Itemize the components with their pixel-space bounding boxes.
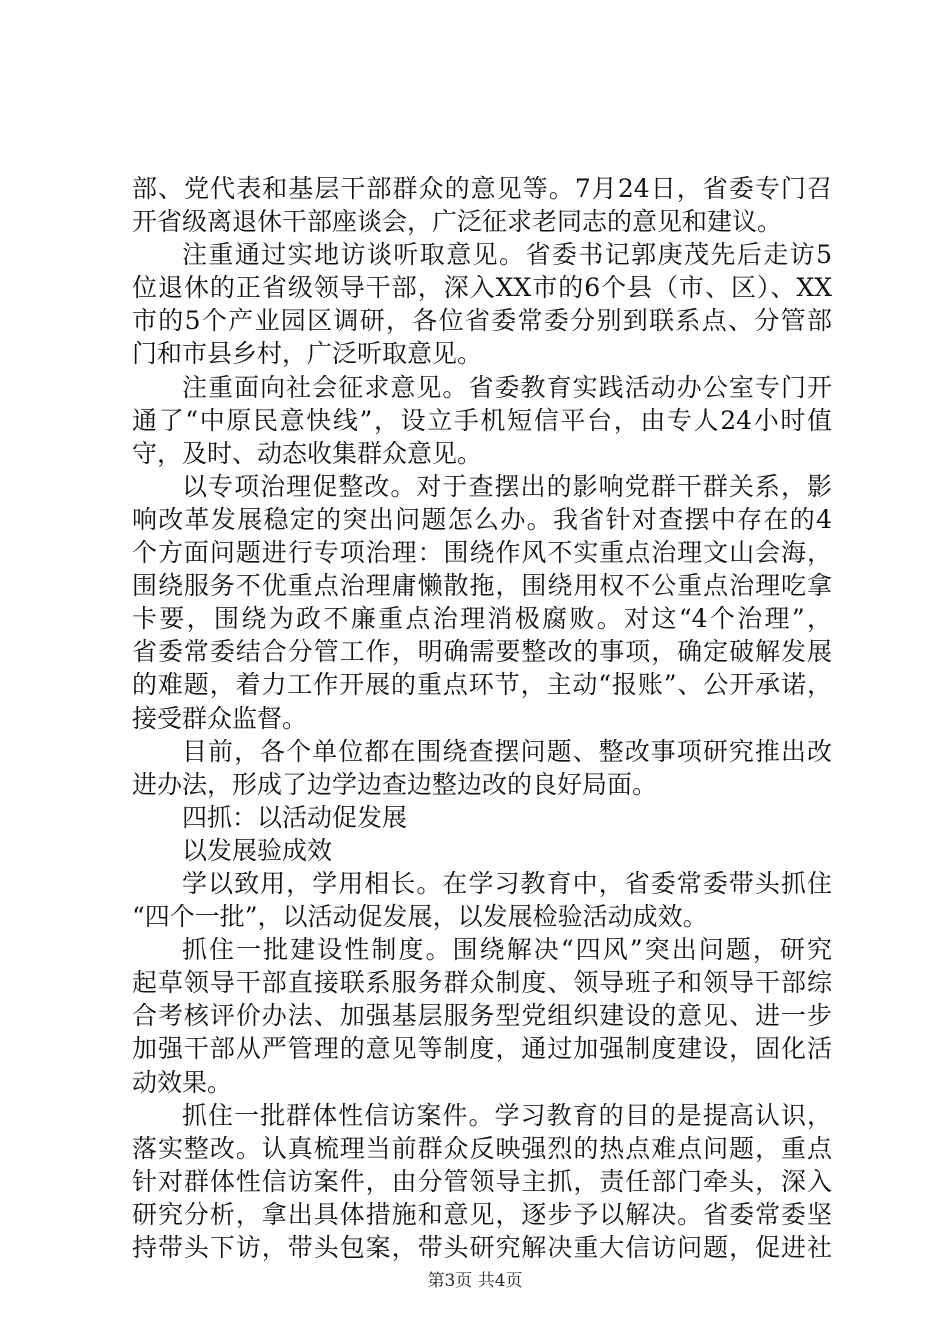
text-line: 落实整改。认真梳理当前群众反映强烈的热点难点问题，重点 <box>132 1133 832 1163</box>
text-line: 市的5个产业园区调研，各位省委常委分别到联系点、分管部 <box>132 306 832 336</box>
text-line: 接受群众监督。 <box>132 703 308 733</box>
text-line: 合考核评价办法、加强基层服务型党组织建设的意见、进一步 <box>132 1001 832 1031</box>
text-line: “四个一批”，以活动促发展，以发展检验活动成效。 <box>132 902 708 932</box>
text-line: 守，及时、动态收集群众意见。 <box>132 438 483 468</box>
paragraph-start-line: 以专项治理促整改。对于查摆出的影响党群干群关系，影 <box>182 471 832 501</box>
text-line: 围绕服务不优重点治理庸懒散拖，围绕用权不公重点治理吃拿 <box>132 571 832 601</box>
paragraph-start-line: 注重通过实地访谈听取意见。省委书记郭庚茂先后走访5 <box>182 240 832 270</box>
text-line: 动效果。 <box>132 1067 233 1097</box>
text-line: 针对群体性信访案件，由分管领导主抓，责任部门牵头，深入 <box>132 1166 832 1196</box>
paragraph-start-line: 目前，各个单位都在围绕查摆问题、整改事项研究推出改 <box>182 736 832 766</box>
paragraph-start-line: 学以致用，学用相长。在学习教育中，省委常委带头抓住 <box>182 868 832 898</box>
text-line: 部、党代表和基层干部群众的意见等。7月24日，省委专门召 <box>132 174 832 203</box>
text-line: 进办法，形成了边学边查边整边改的良好局面。 <box>132 769 658 799</box>
text-line: 通了“中原民意快线”，设立手机短信平台，由专人24小时值 <box>132 405 832 435</box>
text-line: 位退休的正省级领导干部，深入XX市的6个县（市、区）、XX <box>132 273 832 303</box>
text-line: 加强干部从严管理的意见等制度，通过加强制度建设，固化活 <box>132 1034 832 1064</box>
text-line: 响改革发展稳定的突出问题怎么办。我省针对查摆中存在的4 <box>132 504 832 534</box>
text-line: 省委常委结合分管工作，明确需要整改的事项，确定破解发展 <box>132 637 832 667</box>
section-heading: 四抓：以活动促发展 <box>182 802 408 832</box>
text-line: 卡要，围绕为政不廉重点治理消极腐败。对这“4个治理”， <box>132 604 832 634</box>
text-line: 开省级离退休干部座谈会，广泛征求老同志的意见和建议。 <box>132 207 783 237</box>
text-line: 个方面问题进行专项治理：围绕作风不实重点治理文山会海， <box>132 538 832 568</box>
text-line: 持带头下访，带头包案，带头研究解决重大信访问题，促进社 <box>132 1233 832 1262</box>
text-line: 的难题，着力工作开展的重点环节，主动“报账”、公开承诺， <box>132 670 832 700</box>
body-text <box>132 172 832 1264</box>
section-subheading: 以发展验成效 <box>182 835 333 865</box>
paragraph-start-line: 注重面向社会征求意见。省委教育实践活动办公室专门开 <box>182 372 832 402</box>
text-line: 起草领导干部直接联系服务群众制度、领导班子和领导干部综 <box>132 968 832 998</box>
text-line: 研究分析，拿出具体措施和意见，逐步予以解决。省委常委坚 <box>132 1199 832 1229</box>
page-number-footer: 第3页 共4页 <box>427 1271 523 1291</box>
paragraph-start-line: 抓住一批建设性制度。围绕解决“四风”突出问题，研究 <box>182 935 832 965</box>
text-line: 门和市县乡村，广泛听取意见。 <box>132 339 483 369</box>
paragraph-start-line: 抓住一批群体性信访案件。学习教育的目的是提高认识， <box>182 1100 832 1130</box>
